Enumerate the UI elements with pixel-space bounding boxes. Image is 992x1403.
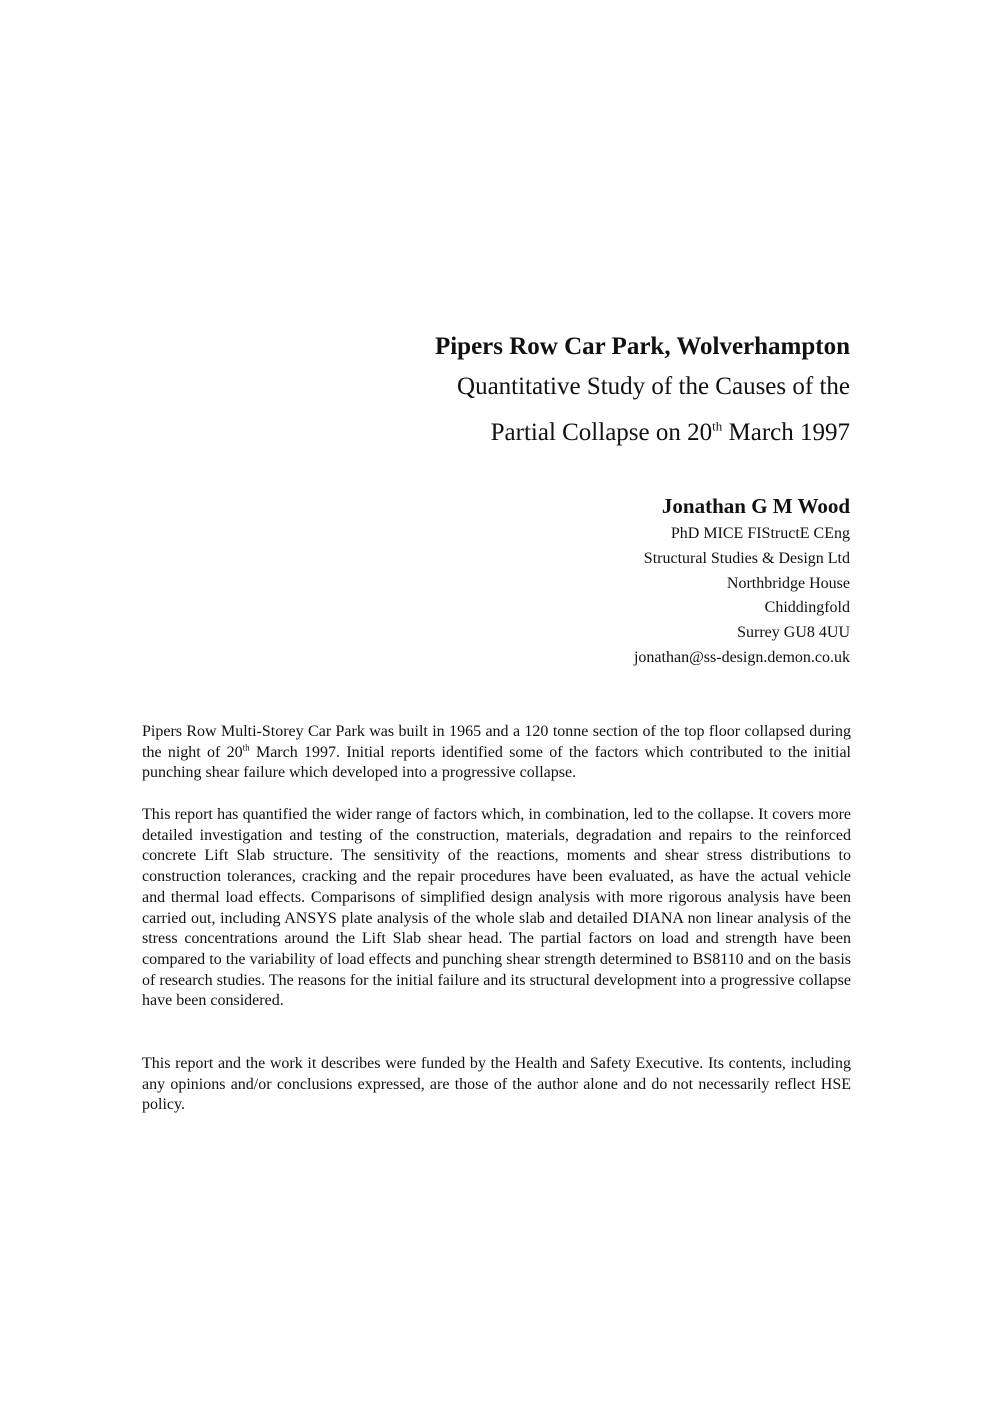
- author-name: Jonathan G M Wood: [661, 494, 850, 518]
- subtitle-line2-text: Partial Collapse on 20: [490, 419, 713, 446]
- report-subtitle-line1: Quantitative Study of the Causes of the: [457, 373, 850, 400]
- author-address-line2: Chiddingfold: [764, 599, 850, 617]
- report-title: Pipers Row Car Park, Wolverhampton: [434, 333, 850, 360]
- abstract-paragraph-1: [142, 722, 851, 784]
- paragraph-1-ordinal-suffix: th: [242, 742, 250, 753]
- subtitle-ordinal-suffix: th: [712, 418, 723, 434]
- paragraph-1-text-b: March 1997. Initial reports identified some of the factors which contributed to the initial punching shear failure which developed into a progressive collapse.: [142, 743, 851, 782]
- subtitle-line2-month-year: March 1997: [722, 419, 850, 446]
- author-address-line1: Northbridge House: [726, 574, 850, 592]
- funding-disclaimer-paragraph: This report and the work it describes were funded by the Health and Safety Executive. Its contents, including any opinions and/or conclusions expressed, are those of the author alone and do not necessarily reflect HSE policy.: [142, 1055, 851, 1114]
- author-block: [634, 490, 850, 671]
- abstract-paragraph-2: This report has quantified the wider range of factors which, in combination, led to the collapse. It covers more detailed investigation and testing of the construction, materials, degradation and repairs to the reinforced concrete Lift Slab structure. The sensitivity of the reactions, moments and shear stress distributions to construction tolerances, cracking and the repair procedures have been evaluated, as have the actual vehicle and thermal load effects. Comparisons of simplified design analysis with more rigorous analysis have been carried out, including ANSYS plate analysis of the whole slab and detailed DIANA non linear analysis of the stress concentrations around the Lift Slab shear head. The partial factors on load and strength have been compared to the variability of load effects and punching shear strength determined to BS8110 and on the basis of research studies. The reasons for the initial failure and its structural development into a progressive collapse have been considered.: [142, 806, 851, 1010]
- author-credentials: PhD MICE FIStructE CEng: [670, 525, 850, 542]
- report-subtitle-line2: [435, 410, 850, 456]
- author-email: jonathan@ss-design.demon.co.uk: [633, 648, 850, 666]
- author-address-line3: Surrey GU8 4UU: [737, 624, 850, 642]
- author-company: Structural Studies & Design Ltd: [643, 549, 850, 567]
- title-block: [435, 330, 850, 456]
- paragraph-1-text-a: Pipers Row Multi-Storey Car Park was built in 1965 and a 120 tonne section of the top floor collapsed during the night of 20: [142, 723, 851, 761]
